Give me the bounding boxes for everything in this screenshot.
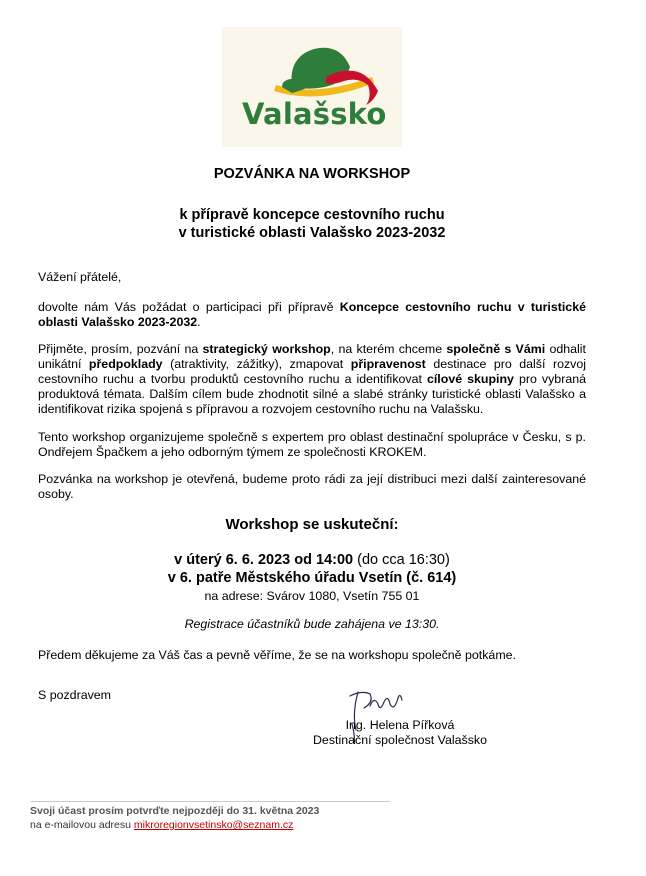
p2-bold-4: připravenost: [350, 357, 426, 371]
p2-bold-3: předpoklady: [88, 357, 163, 371]
logo-wordmark: Valašsko: [242, 97, 387, 131]
subtitle-line-1: k přípravě koncepce cestovního ruchu: [179, 207, 445, 223]
paragraph-open-invitation: Pozvánka na workshop je otevřená, budeme proto rádi za její distribuci mezi další zainteresované osoby.: [38, 472, 586, 501]
footer-divider: [30, 801, 390, 802]
footer-rsvp-email: [30, 819, 293, 831]
paragraph-intro: [38, 300, 586, 330]
p2-bold-2: společně s Vámi: [446, 342, 546, 356]
workshop-date: [0, 552, 624, 568]
workshop-address: na adrese: Svárov 1080, Vsetín 755 01: [204, 589, 420, 603]
p2-bold-5: cílové skupiny: [426, 372, 514, 386]
page-subtitle: [0, 206, 624, 242]
page-title: POZVÁNKA NA WORKSHOP: [213, 166, 411, 182]
p2-text-3: odhalit unikátní: [38, 342, 586, 371]
registration-note: Registrace účastníků bude zahájena ve 13:30.: [184, 617, 440, 631]
footer-email-prefix: na e-mailovou adresu: [30, 819, 134, 831]
paragraph-organizer: Tento workshop organizujeme společně s expertem pro oblast destinační spolupráce v Česku, s p. Ondřejem Špačkem a jeho odborným týmem ze společnosti KROKEM.: [38, 430, 586, 459]
p2-text-6: pro vybraná produktová témata. Dalším cílem bude zhodnotit silné a slabé stránky turistické oblasti Valašsko a identifikovat rizika spojená s přípravou a rozvojem cestovního ruchu na Valašsku.: [38, 372, 586, 416]
footer-rsvp-deadline: Svoji účast prosím potvrďte nejpozději do 31. května 2023: [30, 805, 320, 817]
signatory-organization: Destinační společnost Valašsko: [312, 733, 488, 747]
p2-text-5: destinace pro další rozvoj cestovního ruchu a tvorbu produktů cestovního ruchu a identifikovat: [38, 357, 586, 386]
p1-text-1: dovolte nám Vás požádat o participaci při přípravě: [38, 300, 340, 314]
workshop-date-bold: v úterý 6. 6. 2023 od 14:00: [174, 552, 354, 568]
subtitle-line-2: v turistické oblasti Valašsko 2023-2032: [178, 225, 446, 241]
thanks-text: Předem děkujeme za Váš čas a pevně věříme, že se na workshopu společně potkáme.: [38, 648, 516, 662]
email-link[interactable]: mikroregionvsetinsko@seznam.cz: [133, 819, 294, 831]
regards-text: S pozdravem: [38, 688, 112, 702]
p2-text-1: Přijměte, prosím, pozvání na: [38, 342, 203, 356]
p1-text-2: .: [197, 315, 201, 329]
signatory-name: Ing. Helena Pířková: [345, 718, 455, 732]
p2-bold-1: strategický workshop: [202, 342, 331, 356]
p2-text-4: (atraktivity, zážitky), zmapovat: [162, 357, 351, 371]
greeting: Vážení přátelé,: [38, 270, 122, 284]
paragraph-workshop-goals: [38, 342, 586, 417]
p2-text-2: , na kterém chceme: [330, 342, 447, 356]
workshop-place: v 6. patře Městského úřadu Vsetín (č. 614): [167, 570, 457, 586]
p1-bold-1: Koncepce cestovního ruchu v turistické oblasti Valašsko 2023-2032: [38, 300, 586, 329]
workshop-date-rest: (do cca 16:30): [353, 552, 450, 568]
workshop-when-heading: Workshop se uskuteční:: [225, 516, 399, 533]
valassko-logo: [222, 27, 402, 147]
